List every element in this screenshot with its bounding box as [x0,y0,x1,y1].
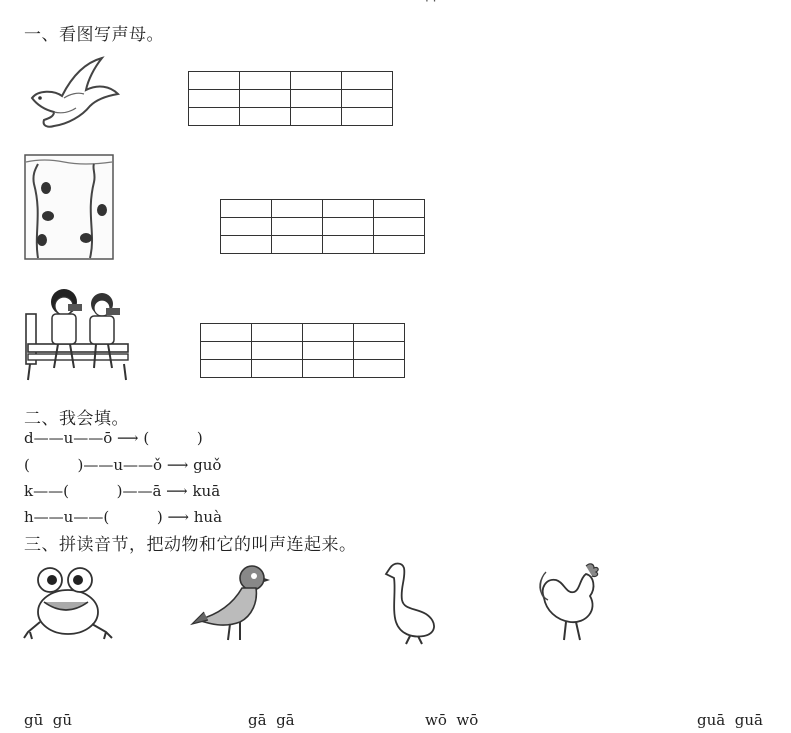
sound-wowo: wō wō [425,711,479,729]
writing-grid-2[interactable] [220,199,425,254]
writing-grid-3[interactable] [200,323,405,378]
sound-gugu: gū gū [24,711,73,729]
goose-picture [382,560,442,646]
children-on-bench-picture [24,284,132,382]
page-top-mark: · · [425,0,437,8]
sound-gaga: gā gā [248,711,295,729]
fill-line-1: d——u——ō ⟶ ( ) [24,429,203,447]
section-three-title: 三、拼读音节，把动物和它的叫声连起来。 [24,535,357,555]
section-one-title: 一、看图写声母。 [24,25,164,45]
dove-picture [24,54,120,132]
fill-line-4: h——u——( ) ⟶ huà [24,508,223,526]
writing-grid-1[interactable] [188,71,393,126]
sound-guagua: guā guā [697,711,763,729]
fill-line-2: ( )——u——ǒ ⟶ guǒ [24,456,222,474]
fill-line-3: k——( )——ā ⟶ kuā [24,482,221,500]
section-two-title: 二、我会填。 [24,409,129,429]
rooster-picture [536,560,608,644]
frog-picture [22,562,114,642]
pigeon-picture [190,562,270,644]
tadpoles-picture [24,154,114,260]
